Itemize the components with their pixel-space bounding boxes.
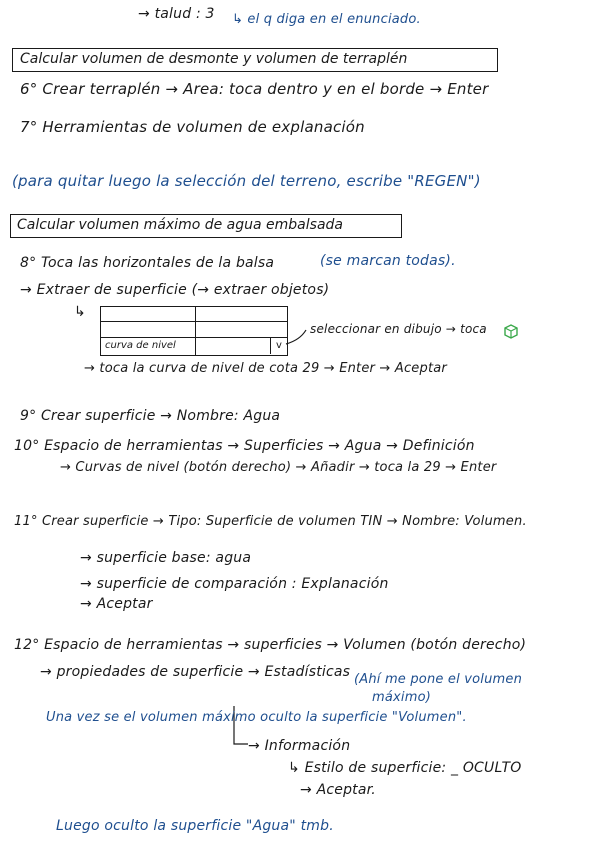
step-11-accept: → Aceptar bbox=[80, 596, 153, 612]
accept-line: → Aceptar. bbox=[300, 782, 376, 798]
final-note: Luego oculto la superficie "Agua" tmb. bbox=[56, 818, 334, 834]
extract-line: → Extraer de superficie (→ extraer objetos) bbox=[20, 282, 330, 298]
section-title-agua: Calcular volumen máximo de agua embalsada bbox=[17, 217, 343, 233]
step-11-comp: → superficie de comparación : Explanación bbox=[80, 576, 389, 592]
cube-icon bbox=[502, 322, 520, 344]
step-11-base: → superficie base: agua bbox=[80, 550, 252, 566]
table-dropdown: v bbox=[270, 337, 287, 354]
style-line: ↳ Estilo de superficie: _ OCULTO bbox=[288, 760, 522, 776]
select-connector bbox=[286, 330, 306, 344]
step-12-note-1: (Ahí me pone el volumen bbox=[354, 672, 523, 687]
step-6: 6° Crear terraplén → Area: toca dentro y en el borde → Enter bbox=[20, 80, 489, 98]
info-line: → Información bbox=[248, 738, 351, 754]
step-10b: → Curvas de nivel (botón derecho) → Añadir → toca la 29 → Enter bbox=[60, 460, 497, 475]
regen-note: (para quitar luego la selección del terreno, escribe "REGEN") bbox=[12, 172, 481, 190]
select-note: seleccionar en dibujo → toca bbox=[310, 322, 487, 336]
step-12-props: → propiedades de superficie → Estadísticas bbox=[40, 664, 351, 680]
talud-line: → talud : 3 bbox=[138, 6, 215, 22]
step-12: 12° Espacio de herramientas → superficies → Volumen (botón derecho) bbox=[14, 637, 527, 653]
hide-volume-note: Una vez se el volumen máximo oculto la superficie "Volumen". bbox=[46, 710, 467, 725]
section-title-desmonte: Calcular volumen de desmonte y volumen de terraplén bbox=[20, 51, 408, 67]
talud-note: ↳ el q diga en el enunciado. bbox=[232, 12, 421, 27]
step-8: 8° Toca las horizontales de la balsa bbox=[20, 255, 275, 271]
step-11: 11° Crear superficie → Tipo: Superficie de volumen TIN → Nombre: Volumen. bbox=[14, 514, 527, 529]
table-cell-curva: curva de nivel bbox=[105, 340, 176, 351]
extract-arrow: ↳ bbox=[74, 304, 86, 320]
step-10a: 10° Espacio de herramientas → Superficies → Agua → Definición bbox=[14, 438, 475, 454]
step-9: 9° Crear superficie → Nombre: Agua bbox=[20, 408, 281, 424]
step-8-note: (se marcan todas). bbox=[320, 253, 456, 269]
step-12-note-2: máximo) bbox=[372, 690, 432, 705]
touch-curve-line: → toca la curva de nivel de cota 29 → Enter → Aceptar bbox=[84, 361, 447, 376]
step-7: 7° Herramientas de volumen de explanación bbox=[20, 118, 365, 136]
